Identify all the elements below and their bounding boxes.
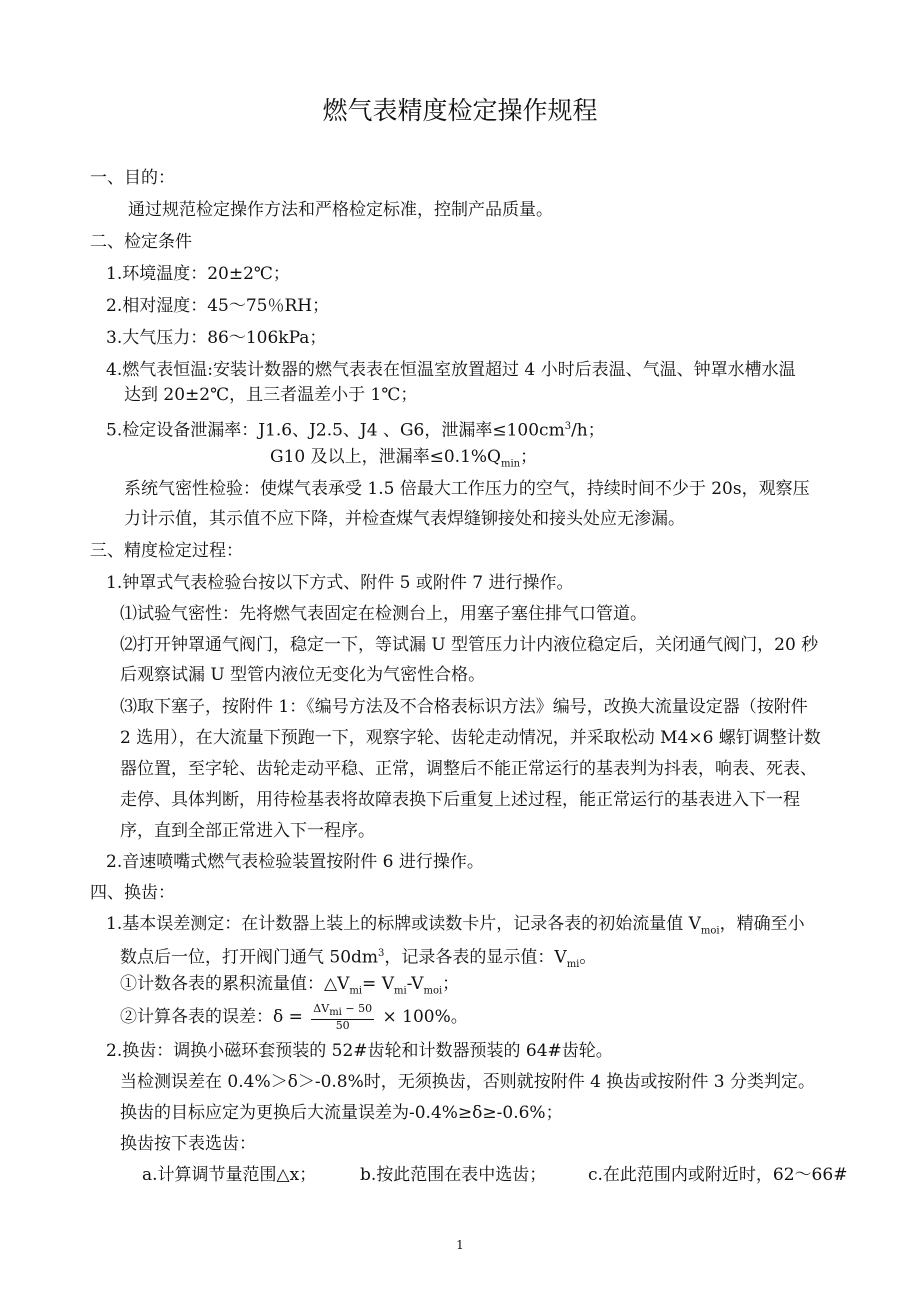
error-test-text: 数点后一位，打开阀门通气 50dm — [120, 947, 379, 968]
formula-text: ； — [442, 974, 460, 994]
error-test-sub: moi — [700, 925, 720, 937]
formula-text: ①计数各表的累积流量值：△V — [120, 974, 350, 994]
page-number: 1 — [456, 1238, 464, 1252]
error-test-sub: mi — [566, 959, 580, 971]
error-test-text-mid: ，记录各表的显示值：V — [384, 947, 567, 968]
error-test-sup: 3 — [378, 948, 385, 959]
section-4-heading: 四、换齿： — [90, 883, 175, 903]
condition-item-leakage — [106, 416, 605, 442]
procedure-line: 1.钟罩式气表检验台按以下方式、附件 5 或附件 7 进行操作。 — [106, 573, 574, 593]
error-fraction — [311, 1003, 374, 1032]
section-1-text: 通过规范检定操作方法和严格检定标准，控制产品质量。 — [128, 200, 553, 220]
formula-text: ②计算各表的误差：δ = — [120, 1007, 303, 1027]
procedure-line: ⑴试验气密性：先将燃气表固定在检测台上，用塞子塞住排气口管道。 — [120, 604, 647, 624]
error-test-line — [106, 913, 805, 942]
page-title: 燃气表精度检定操作规程 — [322, 96, 598, 125]
error-test-text: 1.基本误差测定：在计数器上装上的标牌或读数卡片，记录各表的初始流量值 V — [106, 914, 701, 934]
formula-sub: mi — [349, 985, 363, 997]
gear-option-b: b.按此范围在表中选齿； — [360, 1165, 547, 1185]
condition-item: 1.环境温度：20±2℃； — [106, 264, 290, 284]
gear-option-a: a.计算调节量范围△x； — [142, 1165, 317, 1185]
condition-item: 4.燃气表恒温:安装计数器的燃气表表在恒温室放置超过 4 小时后表温、气温、钟罩水槽水温 — [106, 360, 796, 380]
error-test-end: 。 — [579, 947, 597, 968]
error-test-end: ，精确至小 — [719, 914, 805, 934]
error-test-line — [120, 943, 596, 976]
procedure-line: 2.音速喷嘴式燃气表检验装置按附件 6 进行操作。 — [106, 852, 484, 872]
condition-item: 达到 20±2℃，且三者温差小于 1℃； — [124, 385, 418, 405]
procedure-line: 走停、具体判断，用待检基表将故障表换下后重复上述过程，能正常运行的基表进入下一程 — [120, 790, 800, 810]
formula-error — [120, 1002, 468, 1032]
condition-item: 2.相对湿度：45～75％RH； — [106, 296, 330, 316]
gear-change-line: 换齿按下表选齿： — [120, 1134, 256, 1154]
seal-check-text: 力计示值，其示值不应下降，并检查煤气表焊缝铆接处和接头处应无渗漏。 — [124, 509, 685, 529]
gear-change-line: 换齿的目标应定为更换后大流量误差为-0.4%≥δ≥-0.6%； — [120, 1103, 563, 1123]
leakage-g10-text: G10 及以上，泄漏率≤0.1%Q — [270, 447, 501, 467]
procedure-line: 序，直到全部正常进入下一程序。 — [120, 821, 375, 841]
procedure-line: 2 选用），在大流量下预跑一下，观察字轮、齿轮走动情况，并采取松动 M4×6 螺钉调整计数 — [120, 728, 821, 748]
leakage-text-end: /h； — [571, 420, 605, 441]
formula-text: = V — [362, 974, 394, 994]
procedure-line: ⑵打开钟罩通气阀门，稳定一下，等试漏 U 型管压力计内液位稳定后，关闭通气阀门，20 秒 — [120, 635, 819, 655]
section-2-heading: 二、检定条件 — [90, 232, 192, 252]
formula-cumulative — [120, 973, 459, 1002]
procedure-line: 器位置，至字轮、齿轮走动平稳、正常，调整后不能正常运行的基表判为抖表，响表、死表、 — [120, 759, 817, 779]
fraction-denominator: 50 — [335, 1019, 350, 1033]
gear-change-line: 2.换齿：调换小磁环套预装的 52#齿轮和计数器预装的 64#齿轮。 — [106, 1041, 613, 1061]
section-3-heading: 三、精度检定过程： — [90, 541, 243, 561]
leakage-text: 5.检定设备泄漏率：J1.6、J2.5、J4 、G6，泄漏率≤100cm — [106, 420, 565, 441]
gear-option-c: c.在此范围内或附近时，62～66# — [588, 1165, 848, 1185]
formula-text: × 100%。 — [382, 1007, 468, 1027]
condition-item: 3.大气压力：86～106kPa； — [106, 328, 327, 348]
seal-check-text: 系统气密性检验：使煤气表承受 1.5 倍最大工作压力的空气，持续时间不少于 20s，观察压 — [124, 479, 810, 499]
gear-change-line: 当检测误差在 0.4%＞δ＞-0.8%时，无须换齿，否则就按附件 4 换齿或按附件 3 分类判定。 — [120, 1072, 816, 1092]
leakage-sup: 3 — [564, 421, 572, 432]
leakage-g10-end: ； — [520, 447, 538, 467]
fraction-numerator: $\Delta V_{mi} - 50$ — [313, 1001, 373, 1019]
formula-sub: mi — [393, 985, 407, 997]
procedure-line: 后观察试漏 U 型管内液位无变化为气密性合格。 — [120, 665, 486, 685]
section-1-heading: 一、目的： — [90, 168, 175, 188]
leakage-g10-sub: min — [501, 458, 521, 470]
condition-item-leakage-g10 — [270, 446, 537, 475]
procedure-line: ⑶取下塞子，按附件 1：《编号方法及不合格表标识方法》编号，改换大流量设定器（按附件 — [120, 697, 808, 717]
formula-text: -V — [406, 974, 424, 994]
formula-sub: moi — [423, 985, 443, 997]
